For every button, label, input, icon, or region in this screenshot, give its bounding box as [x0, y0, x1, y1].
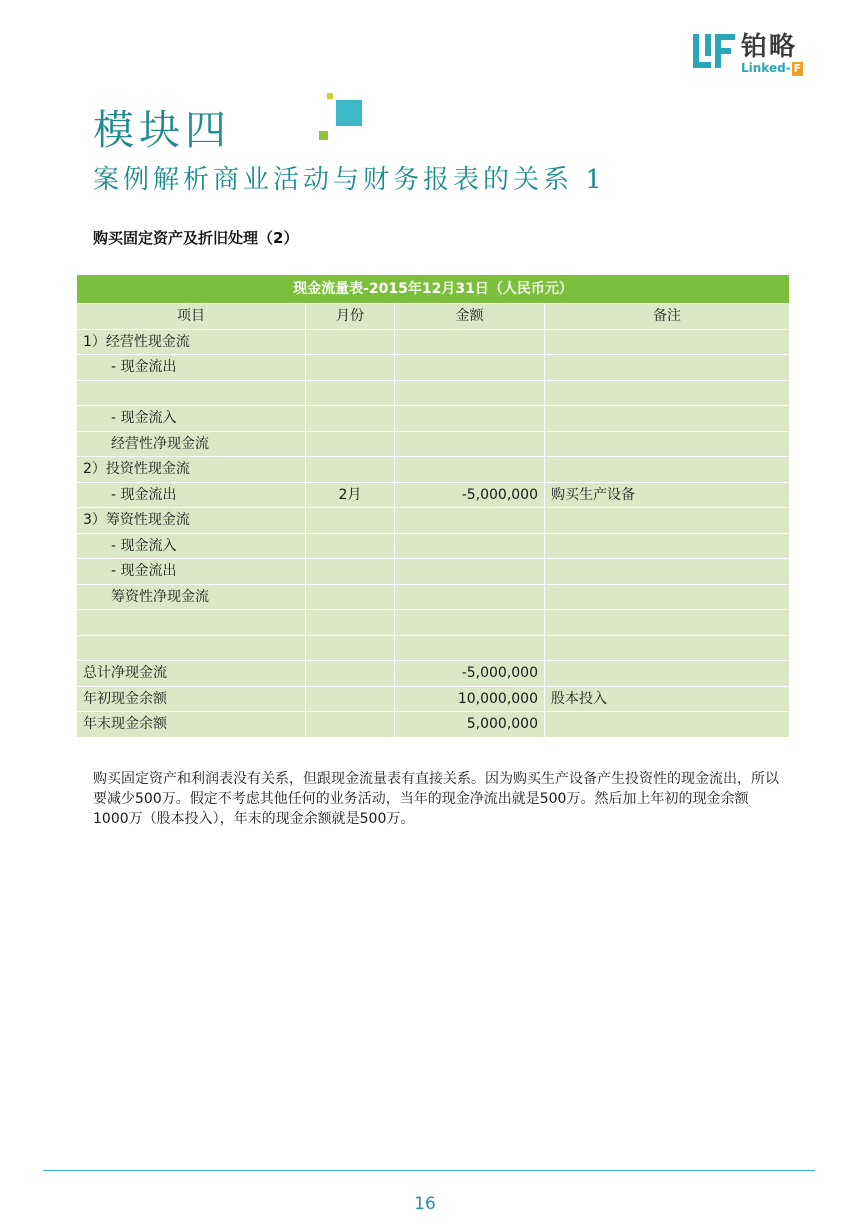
- table-row: [77, 687, 789, 712]
- decor-square-large: [336, 100, 362, 126]
- table-header-row: [77, 304, 789, 329]
- cell-item: 1）经营性现金流: [77, 330, 305, 355]
- cell-note: 购买生产设备: [545, 483, 789, 508]
- cell-item: [77, 381, 305, 406]
- module-title: 模块四: [93, 106, 231, 154]
- cell-item: - 现金流出: [77, 483, 305, 508]
- footer-divider: [43, 1170, 815, 1171]
- cell-amount: -5,000,000: [395, 483, 544, 508]
- header-amount: 金额: [395, 304, 544, 329]
- table-row: [77, 610, 789, 635]
- cell-item: 2）投资性现金流: [77, 457, 305, 482]
- cell-note: [545, 330, 789, 355]
- cell-amount: [395, 636, 544, 661]
- table-row: [77, 432, 789, 457]
- page-number: 16: [414, 1194, 436, 1214]
- cell-amount: [395, 381, 544, 406]
- cell-month: [306, 534, 394, 559]
- table-row: [77, 661, 789, 686]
- cell-amount: [395, 508, 544, 533]
- cell-month: [306, 381, 394, 406]
- brand-logo: [693, 30, 813, 76]
- cell-amount: 10,000,000: [395, 687, 544, 712]
- table-row: [77, 483, 789, 508]
- cell-amount: [395, 457, 544, 482]
- table-row: [77, 559, 789, 584]
- cell-amount: [395, 330, 544, 355]
- cell-note: [545, 355, 789, 380]
- cell-month: [306, 330, 394, 355]
- cell-month: [306, 355, 394, 380]
- cell-note: [545, 559, 789, 584]
- cell-month: 2月: [306, 483, 394, 508]
- cell-item: - 现金流入: [77, 406, 305, 431]
- section-heading: 购买固定资产及折旧处理（2）: [93, 229, 299, 247]
- logo-name-en: [741, 61, 803, 76]
- cell-item: [77, 636, 305, 661]
- cell-note: [545, 712, 789, 737]
- cell-month: [306, 712, 394, 737]
- cell-item: [77, 610, 305, 635]
- table-body: [77, 330, 789, 737]
- logo-f-badge: F: [793, 62, 802, 75]
- cell-amount: -5,000,000: [395, 661, 544, 686]
- table-row: [77, 381, 789, 406]
- cell-note: [545, 406, 789, 431]
- cell-note: [545, 661, 789, 686]
- cell-note: 股本投入: [545, 687, 789, 712]
- cell-month: [306, 661, 394, 686]
- cell-note: [545, 585, 789, 610]
- table-row: [77, 534, 789, 559]
- decor-square-small: [327, 93, 333, 99]
- table-row: [77, 330, 789, 355]
- cell-month: [306, 432, 394, 457]
- header-item: 项目: [77, 304, 305, 329]
- cell-month: [306, 687, 394, 712]
- cell-month: [306, 406, 394, 431]
- table-row: [77, 406, 789, 431]
- linked-f-logo-icon: [693, 32, 737, 72]
- cell-item: - 现金流出: [77, 559, 305, 584]
- logo-name-en-text: Linked-: [741, 61, 791, 75]
- cell-note: [545, 636, 789, 661]
- cash-flow-table: [77, 275, 789, 737]
- cell-note: [545, 508, 789, 533]
- cell-amount: [395, 406, 544, 431]
- cell-amount: [395, 610, 544, 635]
- logo-name-cn: 铂略: [741, 32, 798, 62]
- table-row: [77, 457, 789, 482]
- cell-note: [545, 457, 789, 482]
- cell-amount: 5,000,000: [395, 712, 544, 737]
- explanation-paragraph: 购买固定资产和利润表没有关系，但跟现金流量表有直接关系。因为购买生产设备产生投资性的现金流出，所以要减少500万。假定不考虑其他任何的业务活动，当年的现金净流出就是500万。然后加上年初的现金余额1000万（股本投入），年末的现金余额就是500万。: [93, 771, 779, 827]
- table-row: [77, 355, 789, 380]
- cell-amount: [395, 559, 544, 584]
- cell-month: [306, 457, 394, 482]
- cell-month: [306, 636, 394, 661]
- module-subtitle: 案例解析商业活动与财务报表的关系 1: [93, 165, 606, 195]
- table-row: [77, 712, 789, 737]
- table-title: 现金流量表-2015年12月31日（人民币元）: [77, 275, 789, 303]
- table-row: [77, 508, 789, 533]
- cell-amount: [395, 355, 544, 380]
- cell-item: 总计净现金流: [77, 661, 305, 686]
- cell-note: [545, 610, 789, 635]
- cell-item: 经营性净现金流: [77, 432, 305, 457]
- cell-month: [306, 559, 394, 584]
- cell-item: 年末现金余额: [77, 712, 305, 737]
- table-row: [77, 585, 789, 610]
- cell-item: - 现金流入: [77, 534, 305, 559]
- table-row: [77, 636, 789, 661]
- cell-amount: [395, 432, 544, 457]
- cell-month: [306, 585, 394, 610]
- decor-square-green: [319, 131, 328, 140]
- cell-item: 筹资性净现金流: [77, 585, 305, 610]
- cell-item: - 现金流出: [77, 355, 305, 380]
- cell-item: 年初现金余额: [77, 687, 305, 712]
- cell-amount: [395, 585, 544, 610]
- cell-month: [306, 610, 394, 635]
- header-month: 月份: [306, 304, 394, 329]
- cell-note: [545, 534, 789, 559]
- header-note: 备注: [545, 304, 789, 329]
- cell-month: [306, 508, 394, 533]
- cell-note: [545, 432, 789, 457]
- cell-item: 3）筹资性现金流: [77, 508, 305, 533]
- cell-amount: [395, 534, 544, 559]
- cell-note: [545, 381, 789, 406]
